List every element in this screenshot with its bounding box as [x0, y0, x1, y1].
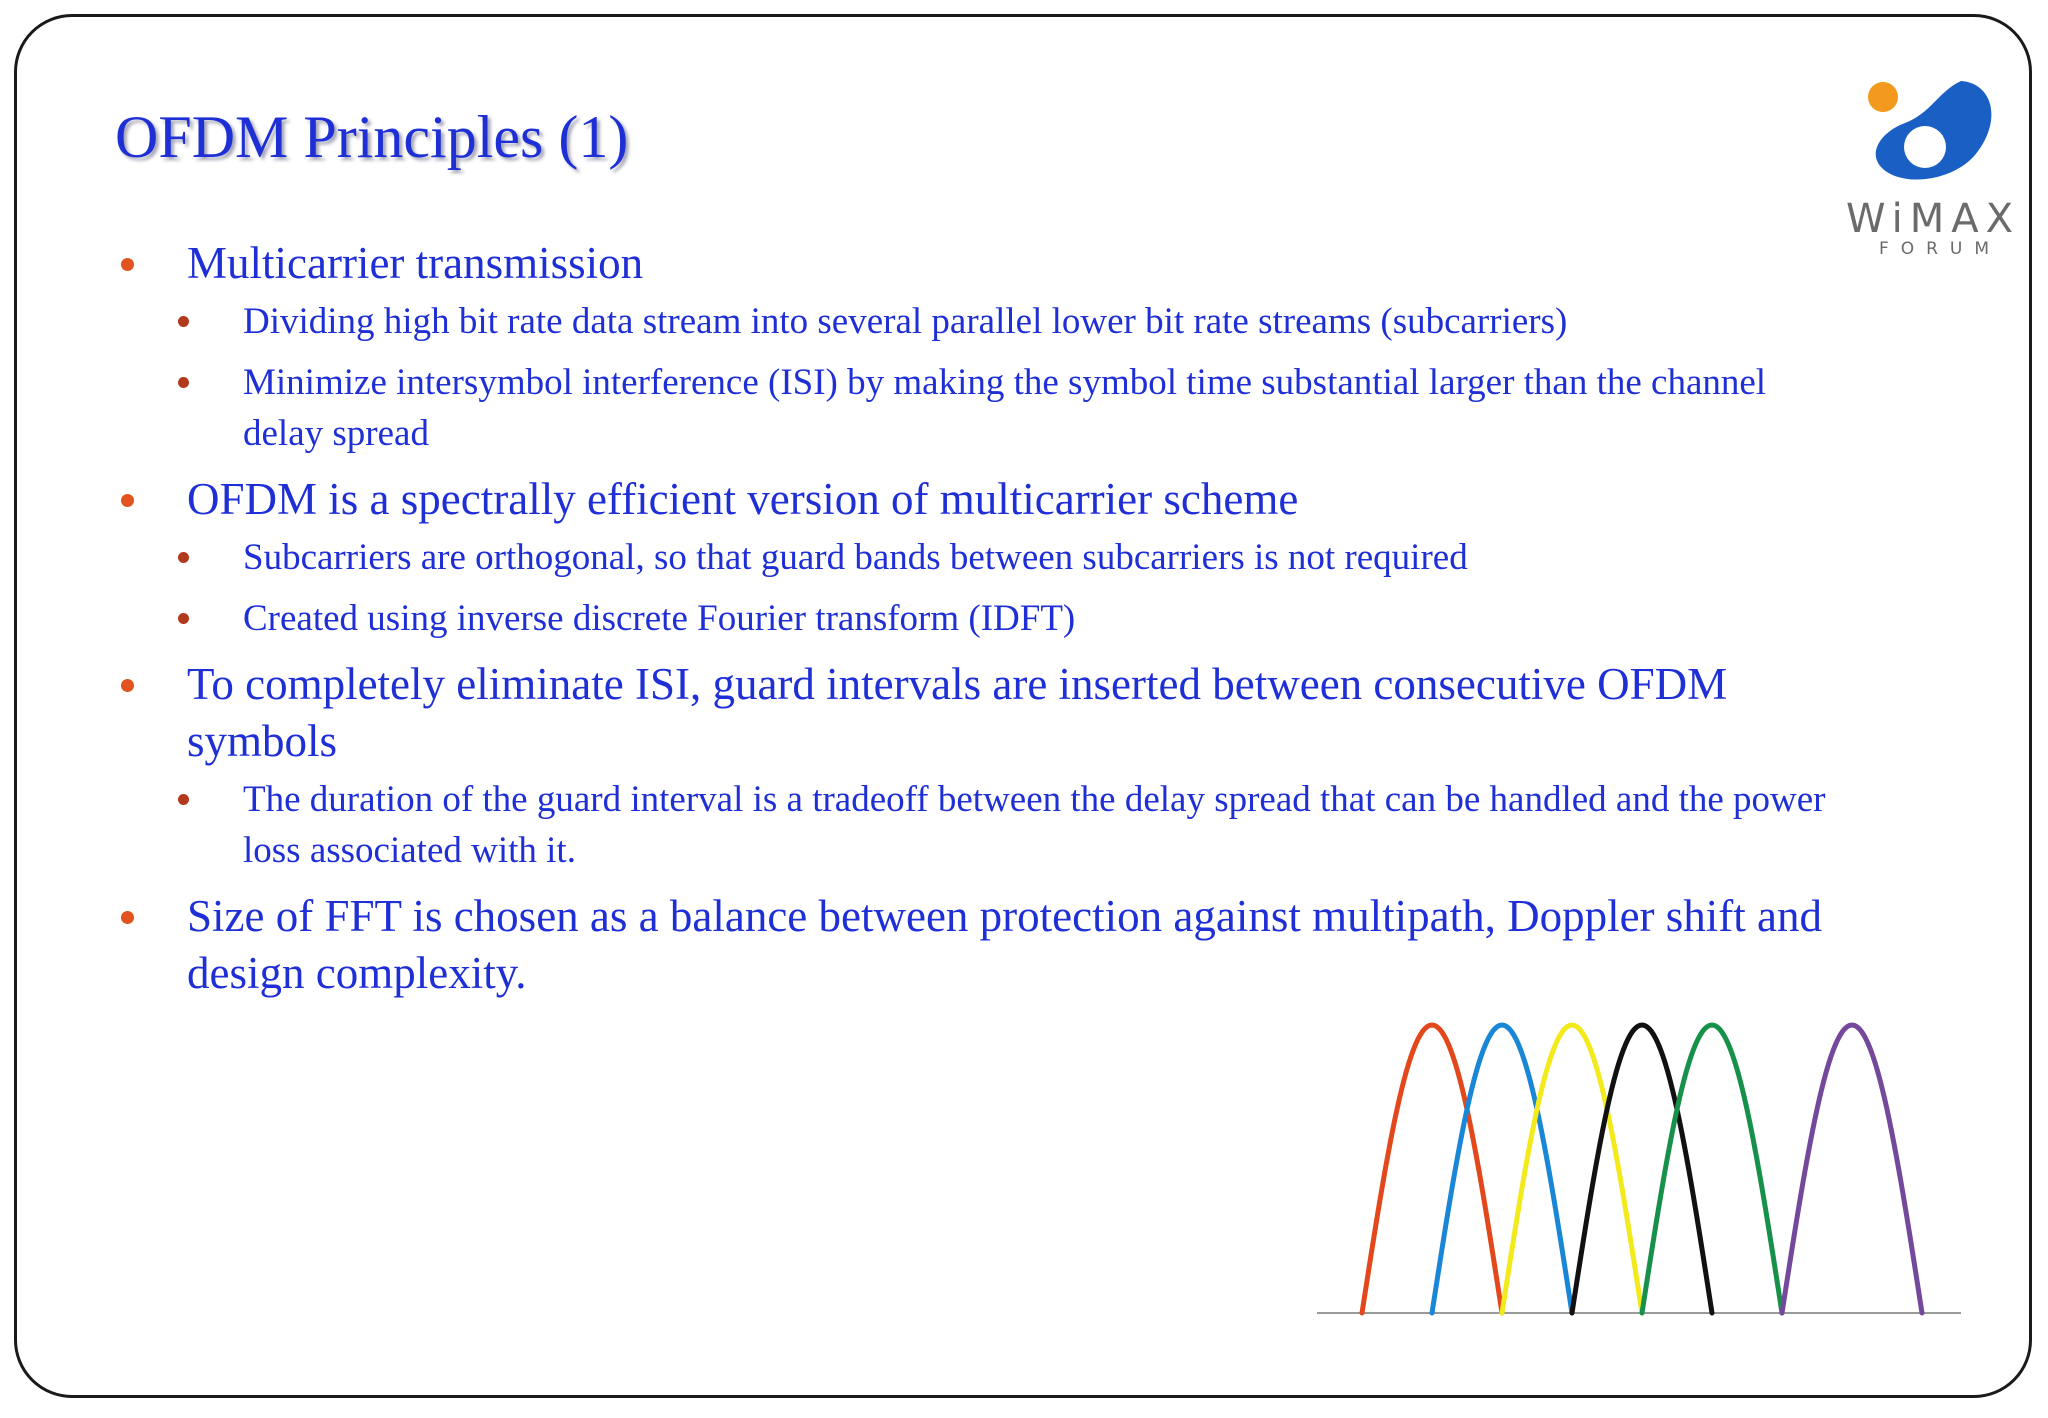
- subcarrier-curve-1: [1362, 1025, 1502, 1313]
- logo-white-hole: [1904, 126, 1946, 168]
- sub-bullet-text: Dividing high bit rate data stream into several parallel lower bit rate streams (subcarriers): [243, 301, 1568, 342]
- main-bullet: [113, 656, 1833, 770]
- bullet-group: [113, 471, 1833, 644]
- bullet-dot-icon: [121, 679, 134, 692]
- slide-title: OFDM Principles (1): [115, 104, 629, 170]
- sub-bullet-text: Subcarriers are orthogonal, so that guard bands between subcarriers is not required: [243, 537, 1468, 578]
- main-bullet-text: To completely eliminate ISI, guard intervals are inserted between consecutive OFDM symbols: [187, 659, 1728, 766]
- main-bullet: [113, 471, 1833, 528]
- logo-subtitle: FORUM: [1878, 239, 2002, 259]
- main-bullet-text: OFDM is a spectrally efficient version of multicarrier scheme: [187, 474, 1299, 524]
- wimax-logo-mark-icon: [1843, 73, 2023, 197]
- subcarrier-curve-4: [1572, 1025, 1712, 1313]
- bullet-group: [113, 235, 1833, 459]
- bullet-group: [113, 888, 1833, 1002]
- sub-bullet-text: The duration of the guard interval is a tradeoff between the delay spread that can be handled and the power loss associated with it.: [243, 779, 1826, 871]
- subcarrier-curve-3: [1502, 1025, 1642, 1313]
- sub-bullet-dot-icon: [178, 613, 189, 624]
- main-bullet: [113, 888, 1833, 1002]
- sub-bullet-dot-icon: [178, 377, 189, 388]
- sub-bullet-text: Created using inverse discrete Fourier transform (IDFT): [243, 598, 1076, 639]
- logo-wordmark: WiMAX: [1845, 196, 2021, 242]
- chart-curves-group: [1362, 1025, 1922, 1313]
- subcarrier-spectrum-chart: [1307, 1007, 1967, 1337]
- sub-bullet-dot-icon: [178, 552, 189, 563]
- bullet-list: [113, 235, 1833, 1014]
- sub-bullet-dot-icon: [178, 794, 189, 805]
- main-bullet-text: Size of FFT is chosen as a balance between protection against multipath, Doppler shift and design complexity.: [187, 891, 1823, 998]
- logo-orange-dot: [1868, 82, 1898, 112]
- subcarrier-curve-2: [1432, 1025, 1572, 1313]
- bullet-dot-icon: [121, 494, 134, 507]
- sub-bullet: [113, 774, 1833, 876]
- wimax-forum-logo: [1843, 73, 2023, 263]
- bullet-dot-icon: [121, 258, 134, 271]
- bullet-dot-icon: [121, 911, 134, 924]
- sub-bullet-text: Minimize intersymbol interference (ISI) by making the symbol time substantial larger than the channel delay spread: [243, 362, 1767, 454]
- subcarrier-curve-6: [1782, 1025, 1922, 1313]
- bullet-group: [113, 656, 1833, 876]
- main-bullet: [113, 235, 1833, 292]
- main-bullet-text: Multicarrier transmission: [187, 238, 644, 288]
- subcarrier-curve-5: [1642, 1025, 1782, 1313]
- slide-frame: [14, 14, 2032, 1398]
- sub-bullet: [113, 593, 1833, 644]
- sub-bullet: [113, 357, 1833, 459]
- sub-bullet: [113, 296, 1833, 347]
- sub-bullet: [113, 532, 1833, 583]
- sub-bullet-dot-icon: [178, 316, 189, 327]
